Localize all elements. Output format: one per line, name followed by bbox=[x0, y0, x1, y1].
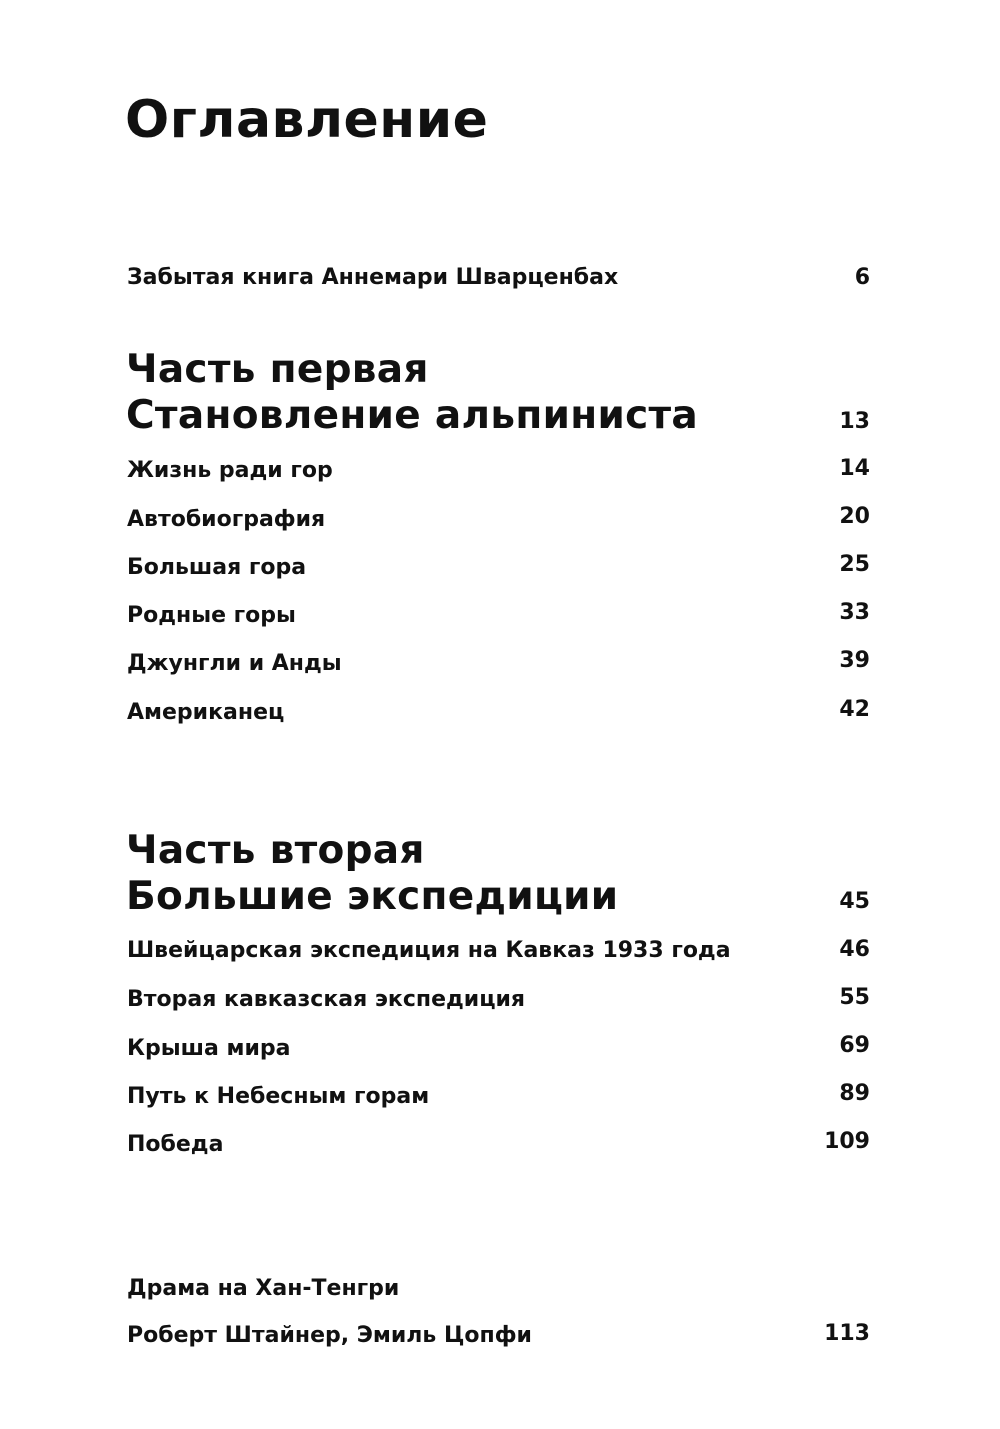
toc-entry-part2-ch1[interactable]: Швейцарская экспедиция на Кавказ 1933 года bbox=[127, 938, 731, 963]
toc-entry-part2-ch4[interactable]: Путь к Небесным горам bbox=[127, 1084, 430, 1109]
toc-entry-intro-title[interactable]: Забытая книга Аннемари Шварценбах bbox=[127, 265, 619, 290]
page-title: Оглавление bbox=[125, 90, 489, 150]
part1-heading-line1[interactable]: Часть первая bbox=[126, 347, 429, 392]
toc-page-part1-ch5: 39 bbox=[839, 648, 870, 673]
toc-page-part1-ch3: 25 bbox=[839, 552, 870, 577]
toc-entry-appendix-authors[interactable]: Роберт Штайнер, Эмиль Цопфи bbox=[127, 1323, 532, 1348]
toc-entry-part2-ch3[interactable]: Крыша мира bbox=[127, 1036, 291, 1061]
toc-page-part1-ch1: 14 bbox=[839, 456, 870, 481]
toc-entry-part1-ch1[interactable]: Жизнь ради гор bbox=[127, 458, 333, 483]
toc-page-part1-ch2: 20 bbox=[839, 504, 870, 529]
toc-entry-intro-page: 6 bbox=[854, 265, 870, 290]
part2-heading-line2[interactable]: Большие экспедиции bbox=[126, 874, 619, 919]
part2-heading-line1[interactable]: Часть вторая bbox=[126, 828, 425, 873]
toc-entry-part1-ch3[interactable]: Большая гора bbox=[127, 555, 307, 580]
toc-entry-part1-ch4[interactable]: Родные горы bbox=[127, 603, 296, 628]
toc-page-part2-ch5: 109 bbox=[824, 1129, 870, 1154]
toc-entry-part2-ch2[interactable]: Вторая кавказская экспедиция bbox=[127, 987, 526, 1012]
part1-page: 13 bbox=[839, 409, 870, 434]
toc-entry-appendix-title[interactable]: Драма на Хан-Тенгри bbox=[127, 1276, 400, 1301]
toc-page-part1-ch4: 33 bbox=[839, 600, 870, 625]
toc-entry-part2-ch5[interactable]: Победа bbox=[127, 1132, 224, 1157]
toc-page-part2-ch4: 89 bbox=[839, 1081, 870, 1106]
toc-page-part2-ch1: 46 bbox=[839, 937, 870, 962]
toc-page-part2-ch3: 69 bbox=[839, 1033, 870, 1058]
toc-page-part1-ch6: 42 bbox=[839, 697, 870, 722]
toc-page-part2-ch2: 55 bbox=[839, 985, 870, 1010]
toc-entry-part1-ch5[interactable]: Джунгли и Анды bbox=[127, 651, 342, 676]
toc-entry-part1-ch2[interactable]: Автобиография bbox=[127, 507, 326, 532]
part2-page: 45 bbox=[839, 889, 870, 914]
toc-page-appendix: 113 bbox=[824, 1321, 870, 1346]
toc-entry-part1-ch6[interactable]: Американец bbox=[127, 700, 285, 725]
part1-heading-line2[interactable]: Становление альпиниста bbox=[126, 393, 699, 438]
